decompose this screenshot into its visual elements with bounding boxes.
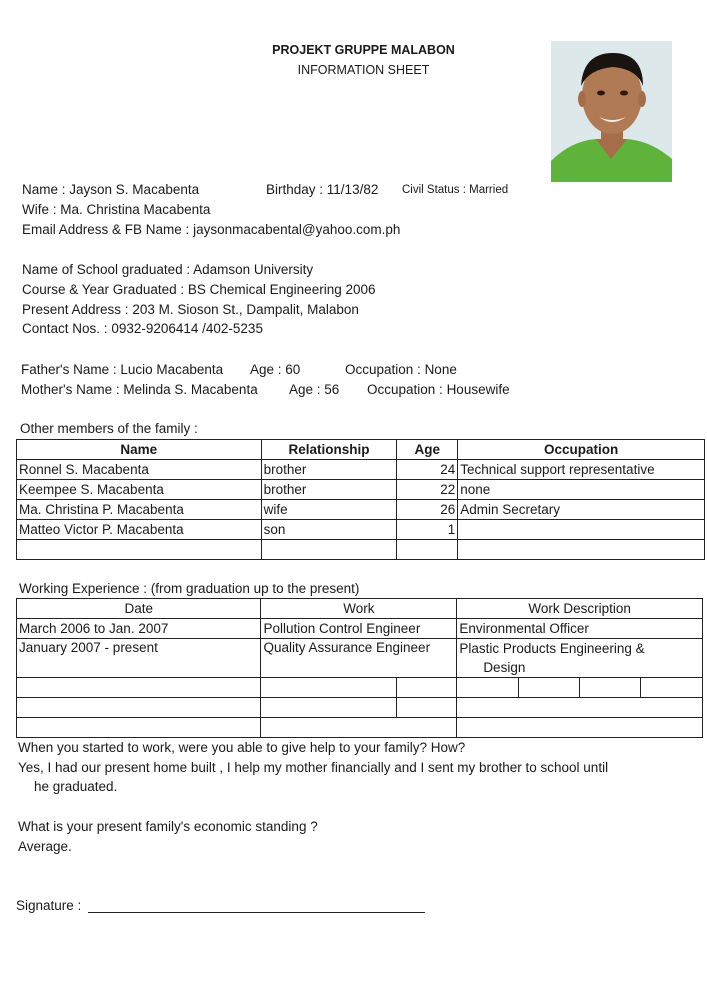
work-cell-empty [261, 698, 397, 718]
father-occupation-label: Occupation : [345, 362, 421, 377]
wife-line [22, 202, 210, 217]
mother-age-label: Age : [289, 382, 321, 397]
work-cell-date: March 2006 to Jan. 2007 [17, 619, 261, 639]
contact-line [22, 321, 263, 336]
work-col-work: Work [261, 599, 457, 619]
work-header-row [17, 599, 703, 619]
family-table [16, 439, 705, 560]
work-table [16, 598, 703, 738]
mother-occupation-label: Occupation : [367, 382, 443, 397]
signature-line[interactable] [88, 912, 425, 913]
answer-help-family-line2: he graduated. [34, 779, 118, 794]
table-row [17, 520, 705, 540]
birthday-line [266, 182, 378, 197]
family-cell-occupation: Technical support representative [458, 460, 705, 480]
mother-value: Melinda S. Macabenta [123, 382, 258, 397]
family-cell-age [397, 540, 458, 560]
name-value: Jayson S. Macabenta [69, 182, 200, 197]
contact-value: 0932-9206414 /402-5235 [111, 321, 263, 336]
school-value: Adamson University [193, 262, 314, 277]
answer-help-family-line1: Yes, I had our present home built , I help my mother financially and I sent my brother to school until [18, 760, 609, 775]
family-cell-name: Keempee S. Macabenta [17, 480, 262, 500]
name-line [22, 182, 199, 197]
work-col-description: Work Description [457, 599, 703, 619]
sheet-title: PROJEKT GRUPPE MALABON [272, 43, 455, 57]
work-cell-empty [457, 718, 703, 738]
civil-status-line [402, 184, 508, 196]
contact-label: Contact Nos. : [22, 321, 108, 336]
table-row [17, 678, 703, 698]
family-cell-relationship: brother [261, 480, 397, 500]
mother-occupation-line [367, 382, 510, 397]
work-cell-empty [397, 698, 457, 718]
table-row [17, 500, 705, 520]
work-cell-work: Quality Assurance Engineer [261, 639, 457, 678]
course-label: Course & Year Graduated : [22, 282, 185, 297]
work-cell-description: Environmental Officer [457, 619, 703, 639]
family-cell-relationship: wife [261, 500, 397, 520]
email-line [22, 222, 400, 237]
family-cell-name: Ma. Christina P. Macabenta [17, 500, 262, 520]
father-name-line [21, 362, 223, 377]
family-cell-age: 26 [397, 500, 458, 520]
family-cell-name: Matteo Victor P. Macabenta [17, 520, 262, 540]
mother-age-line [289, 382, 339, 397]
civil-status-label: Civil Status : [402, 184, 466, 196]
father-age-label: Age : [250, 362, 282, 377]
course-value: BS Chemical Engineering 2006 [187, 282, 376, 297]
address-value: 203 M. Sioson St., Dampalit, Malabon [132, 302, 359, 317]
work-cell-description: Plastic Products Engineering & [457, 639, 703, 659]
work-cell-empty [457, 678, 519, 698]
work-cell-work: Pollution Control Engineer [261, 619, 457, 639]
question-economic-standing: What is your present family's economic standing ? [18, 819, 318, 834]
school-label: Name of School graduated : [22, 262, 191, 277]
family-cell-occupation [458, 540, 705, 560]
father-age-line [250, 362, 300, 377]
work-cell-empty [17, 678, 261, 698]
family-cell-age: 22 [397, 480, 458, 500]
father-age-value: 60 [285, 362, 301, 377]
birthday-label: Birthday : [266, 182, 324, 197]
mother-name-line [21, 382, 258, 397]
family-col-age: Age [397, 440, 458, 460]
family-cell-occupation: none [458, 480, 705, 500]
wife-label: Wife : [22, 202, 57, 217]
father-occupation-line [345, 362, 457, 377]
family-cell-occupation: Admin Secretary [458, 500, 705, 520]
father-value: Lucio Macabenta [120, 362, 224, 377]
work-cell-empty [261, 678, 397, 698]
work-cell-empty [17, 698, 261, 718]
family-cell-relationship: brother [261, 460, 397, 480]
signature-label: Signature : [16, 898, 82, 913]
family-header-row [17, 440, 705, 460]
family-cell-name [17, 540, 262, 560]
table-row [17, 619, 703, 639]
birthday-value: 11/13/82 [326, 182, 379, 197]
wife-value: Ma. Christina Macabenta [60, 202, 211, 217]
father-occupation-value: None [424, 362, 457, 377]
name-label: Name : [22, 182, 66, 197]
family-cell-name: Ronnel S. Macabenta [17, 460, 262, 480]
table-row [17, 460, 705, 480]
table-row [17, 480, 705, 500]
table-row [17, 718, 703, 738]
work-cell-empty [261, 718, 457, 738]
family-cell-age: 24 [397, 460, 458, 480]
email-label: Email Address & FB Name : [22, 222, 190, 237]
work-heading: Working Experience : (from graduation up to the present) [19, 581, 360, 596]
question-help-family: When you started to work, were you able to give help to your family? How? [18, 740, 466, 755]
family-cell-occupation [458, 520, 705, 540]
family-col-relationship: Relationship [261, 440, 397, 460]
address-label: Present Address : [22, 302, 129, 317]
work-cell-empty [641, 678, 703, 698]
father-label: Father's Name : [21, 362, 117, 377]
work-col-date: Date [17, 599, 261, 619]
school-line [22, 262, 313, 277]
address-line [22, 302, 359, 317]
mother-label: Mother's Name : [21, 382, 120, 397]
table-row [17, 639, 703, 659]
table-row [17, 540, 705, 560]
answer-economic-standing: Average. [18, 839, 72, 854]
family-cell-relationship [261, 540, 397, 560]
family-col-occupation: Occupation [458, 440, 705, 460]
family-col-name: Name [17, 440, 262, 460]
work-cell-empty [397, 678, 457, 698]
work-cell-date: January 2007 - present [17, 639, 261, 678]
work-cell-description-cont: Design [457, 658, 703, 678]
mother-age-value: 56 [324, 382, 340, 397]
applicant-photo [551, 41, 672, 182]
sheet-subtitle: INFORMATION SHEET [297, 63, 430, 77]
course-line [22, 282, 376, 297]
table-row [17, 698, 703, 718]
work-cell-empty [17, 718, 261, 738]
work-cell-empty [519, 678, 580, 698]
civil-status-value: Married [469, 184, 509, 196]
work-cell-empty [580, 678, 641, 698]
family-heading: Other members of the family : [20, 421, 198, 436]
work-cell-empty [457, 698, 703, 718]
family-cell-age: 1 [397, 520, 458, 540]
email-value: jaysonmacabental@yahoo.com.ph [193, 222, 401, 237]
mother-occupation-value: Housewife [446, 382, 510, 397]
family-cell-relationship: son [261, 520, 397, 540]
